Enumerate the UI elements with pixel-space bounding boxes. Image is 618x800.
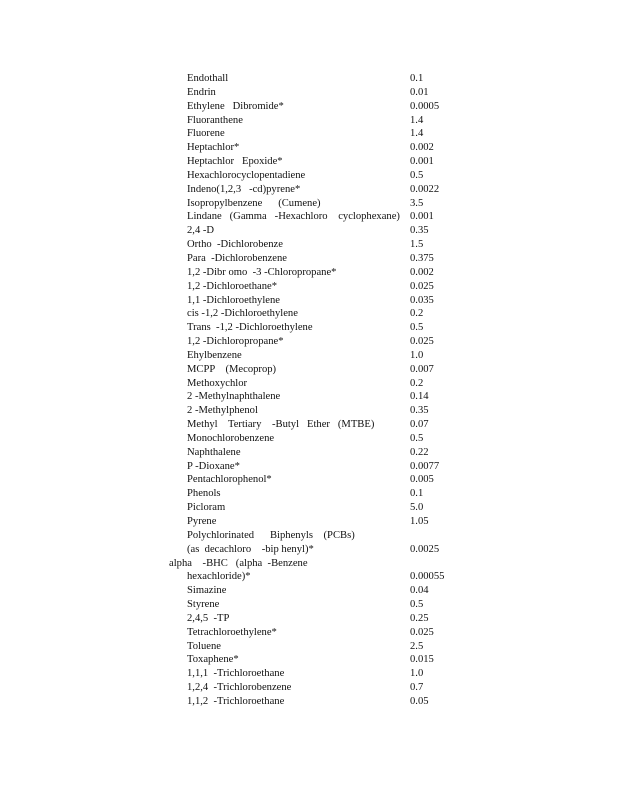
table-row [0, 86, 618, 100]
contaminant-name: Toluene [187, 640, 221, 652]
table-row [0, 72, 618, 86]
contaminant-name: Polychlorinated Biphenyls (PCBs) [187, 529, 355, 541]
contaminant-value: 5.0 [410, 502, 424, 514]
contaminant-value: 1.0 [410, 668, 424, 680]
table-row [0, 640, 618, 654]
contaminant-value: 0.025 [410, 336, 434, 348]
table-row [0, 612, 618, 626]
table-row [0, 266, 618, 280]
contaminant-name: Fluoranthene [187, 114, 243, 126]
contaminant-value: 0.07 [410, 419, 429, 431]
contaminant-name: Heptachlor* [187, 142, 240, 154]
contaminant-name: MCPP (Mecoprop) [187, 363, 277, 375]
table-row [0, 127, 618, 141]
table-row [0, 141, 618, 155]
contaminant-value: 1.4 [410, 128, 424, 140]
contaminant-name: Heptachlor Epoxide* [187, 156, 283, 168]
contaminant-name: Naphthalene [187, 446, 241, 458]
table-row [0, 335, 618, 349]
contaminant-name: Tetrachloroethylene* [187, 626, 277, 638]
contaminant-value: 1.0 [410, 349, 424, 361]
contaminant-name: Lindane (Gamma -Hexachloro cyclophexane) [187, 211, 400, 223]
contaminant-name: Indeno(1,2,3 -cd)pyrene* [187, 183, 301, 195]
table-row [0, 404, 618, 418]
contaminant-name: 2 -Methylnaphthalene [187, 391, 281, 403]
contaminant-name: 1,1,1 -Trichloroethane [187, 668, 285, 680]
contaminant-name: Trans -1,2 -Dichloroethylene [187, 322, 313, 334]
contaminant-name: Picloram [187, 502, 226, 514]
contaminant-value: 0.35 [410, 225, 429, 237]
contaminant-name: Toxaphene* [187, 654, 239, 666]
contaminant-value: 0.22 [410, 446, 429, 458]
contaminant-name: 1,2,4 -Trichlorobenzene [187, 682, 292, 694]
contaminant-value: 0.0022 [410, 183, 440, 195]
contaminant-name: 1,2 -Dichloropropane* [187, 336, 284, 348]
contaminant-name: Methoxychlor [187, 377, 248, 389]
table-row [0, 169, 618, 183]
table-row [0, 100, 618, 114]
contaminant-value: 0.1 [410, 488, 424, 500]
contaminant-table [0, 72, 618, 709]
contaminant-name: Phenols [187, 488, 221, 500]
table-row [0, 446, 618, 460]
contaminant-value: 0.002 [410, 266, 434, 278]
contaminant-value: 0.0025 [410, 543, 440, 555]
table-row [0, 155, 618, 169]
contaminant-value: 0.01 [410, 86, 429, 98]
contaminant-value: 0.001 [410, 211, 434, 223]
table-row [0, 626, 618, 640]
contaminant-value: 0.25 [410, 612, 429, 624]
contaminant-value: 0.7 [410, 682, 424, 694]
table-row [0, 294, 618, 308]
contaminant-value: 3.5 [410, 197, 424, 209]
contaminant-name: Pentachlorophenol* [187, 474, 272, 486]
table-row [0, 473, 618, 487]
contaminant-name: Styrene [187, 599, 220, 611]
contaminant-value: 2.5 [410, 640, 424, 652]
contaminant-value: 0.00055 [410, 571, 445, 583]
contaminant-value: 0.5 [410, 432, 424, 444]
table-row [0, 460, 618, 474]
contaminant-value: 0.5 [410, 599, 424, 611]
contaminant-name: P -Dioxane* [187, 460, 240, 472]
contaminant-value: 1.5 [410, 239, 424, 251]
table-row [0, 432, 618, 446]
table-row [0, 501, 618, 515]
contaminant-value: 0.001 [410, 156, 434, 168]
table-row [0, 321, 618, 335]
contaminant-value: 0.05 [410, 695, 429, 707]
table-row [0, 681, 618, 695]
table-row [0, 363, 618, 377]
contaminant-name: Para -Dichlorobenzene [187, 252, 288, 264]
contaminant-value: 0.2 [410, 308, 424, 320]
contaminant-value: 0.1 [410, 73, 424, 84]
contaminant-value: 0.375 [410, 252, 434, 264]
contaminant-name: Fluorene [187, 128, 225, 140]
contaminant-value: 1.4 [410, 114, 424, 126]
contaminant-value: 0.025 [410, 280, 434, 292]
table-row [0, 377, 618, 391]
table-row [0, 570, 618, 584]
table-row [0, 695, 618, 709]
table-row [0, 557, 618, 571]
contaminant-value: 0.002 [410, 142, 434, 154]
table-row [0, 667, 618, 681]
table-row [0, 238, 618, 252]
contaminant-name: Pyrene [187, 516, 217, 527]
table-row [0, 653, 618, 667]
contaminant-value: 1.05 [410, 516, 429, 527]
table-row [0, 307, 618, 321]
contaminant-name: 2,4,5 -TP [187, 612, 230, 624]
contaminant-name: 2,4 -D [187, 225, 215, 237]
contaminant-value: 0.5 [410, 169, 424, 181]
contaminant-value: 0.0077 [410, 460, 440, 472]
contaminant-value: 0.035 [410, 294, 434, 306]
table-row [0, 487, 618, 501]
contaminant-name: 1,2 -Dibr omo -3 -Chloropropane* [187, 266, 337, 278]
contaminant-value: 0.007 [410, 363, 434, 375]
contaminant-value: 0.14 [410, 391, 429, 403]
contaminant-name: Ortho -Dichlorobenze [187, 239, 283, 251]
table-row [0, 543, 618, 557]
contaminant-value: 0.025 [410, 626, 434, 638]
table-row [0, 252, 618, 266]
table-row [0, 584, 618, 598]
table-row [0, 280, 618, 294]
contaminant-name: Simazine [187, 585, 227, 597]
contaminant-name: (as decachloro -bip henyl)* [187, 543, 314, 555]
contaminant-value: 0.2 [410, 377, 424, 389]
table-row [0, 210, 618, 224]
contaminant-name: alpha -BHC (alpha -Benzene [169, 557, 308, 569]
contaminant-name: Ehylbenzene [187, 349, 242, 361]
contaminant-name: 1,1,2 -Trichloroethane [187, 695, 285, 707]
table-row [0, 515, 618, 529]
table-row [0, 390, 618, 404]
contaminant-value: 0.0005 [410, 100, 440, 112]
table-row [0, 529, 618, 543]
contaminant-value: 0.04 [410, 585, 429, 597]
contaminant-name: Monochlorobenzene [187, 432, 275, 444]
contaminant-name: Ethylene Dibromide* [187, 100, 284, 112]
contaminant-name: hexachloride)* [187, 571, 251, 583]
contaminant-name: Isopropylbenzene (Cumene) [187, 197, 321, 209]
contaminant-name: Endrin [187, 86, 216, 98]
contaminant-name: cis -1,2 -Dichloroethylene [187, 308, 298, 320]
table-row [0, 349, 618, 363]
contaminant-name: Hexachlorocyclopentadiene [187, 169, 306, 181]
contaminant-name: 1,2 -Dichloroethane* [187, 280, 278, 292]
table-row [0, 418, 618, 432]
table-row [0, 183, 618, 197]
contaminant-value: 0.005 [410, 474, 434, 486]
contaminant-name: 1,1 -Dichloroethylene [187, 294, 280, 306]
contaminant-value: 0.5 [410, 322, 424, 334]
table-row [0, 224, 618, 238]
contaminant-value: 0.35 [410, 405, 429, 417]
contaminant-value: 0.015 [410, 654, 434, 666]
contaminant-name: 2 -Methylphenol [187, 405, 258, 417]
contaminant-name: Methyl Tertiary -Butyl Ether (MTBE) [187, 419, 375, 431]
table-row [0, 598, 618, 612]
contaminant-name: Endothall [187, 73, 229, 84]
table-row [0, 114, 618, 128]
table-row [0, 197, 618, 211]
